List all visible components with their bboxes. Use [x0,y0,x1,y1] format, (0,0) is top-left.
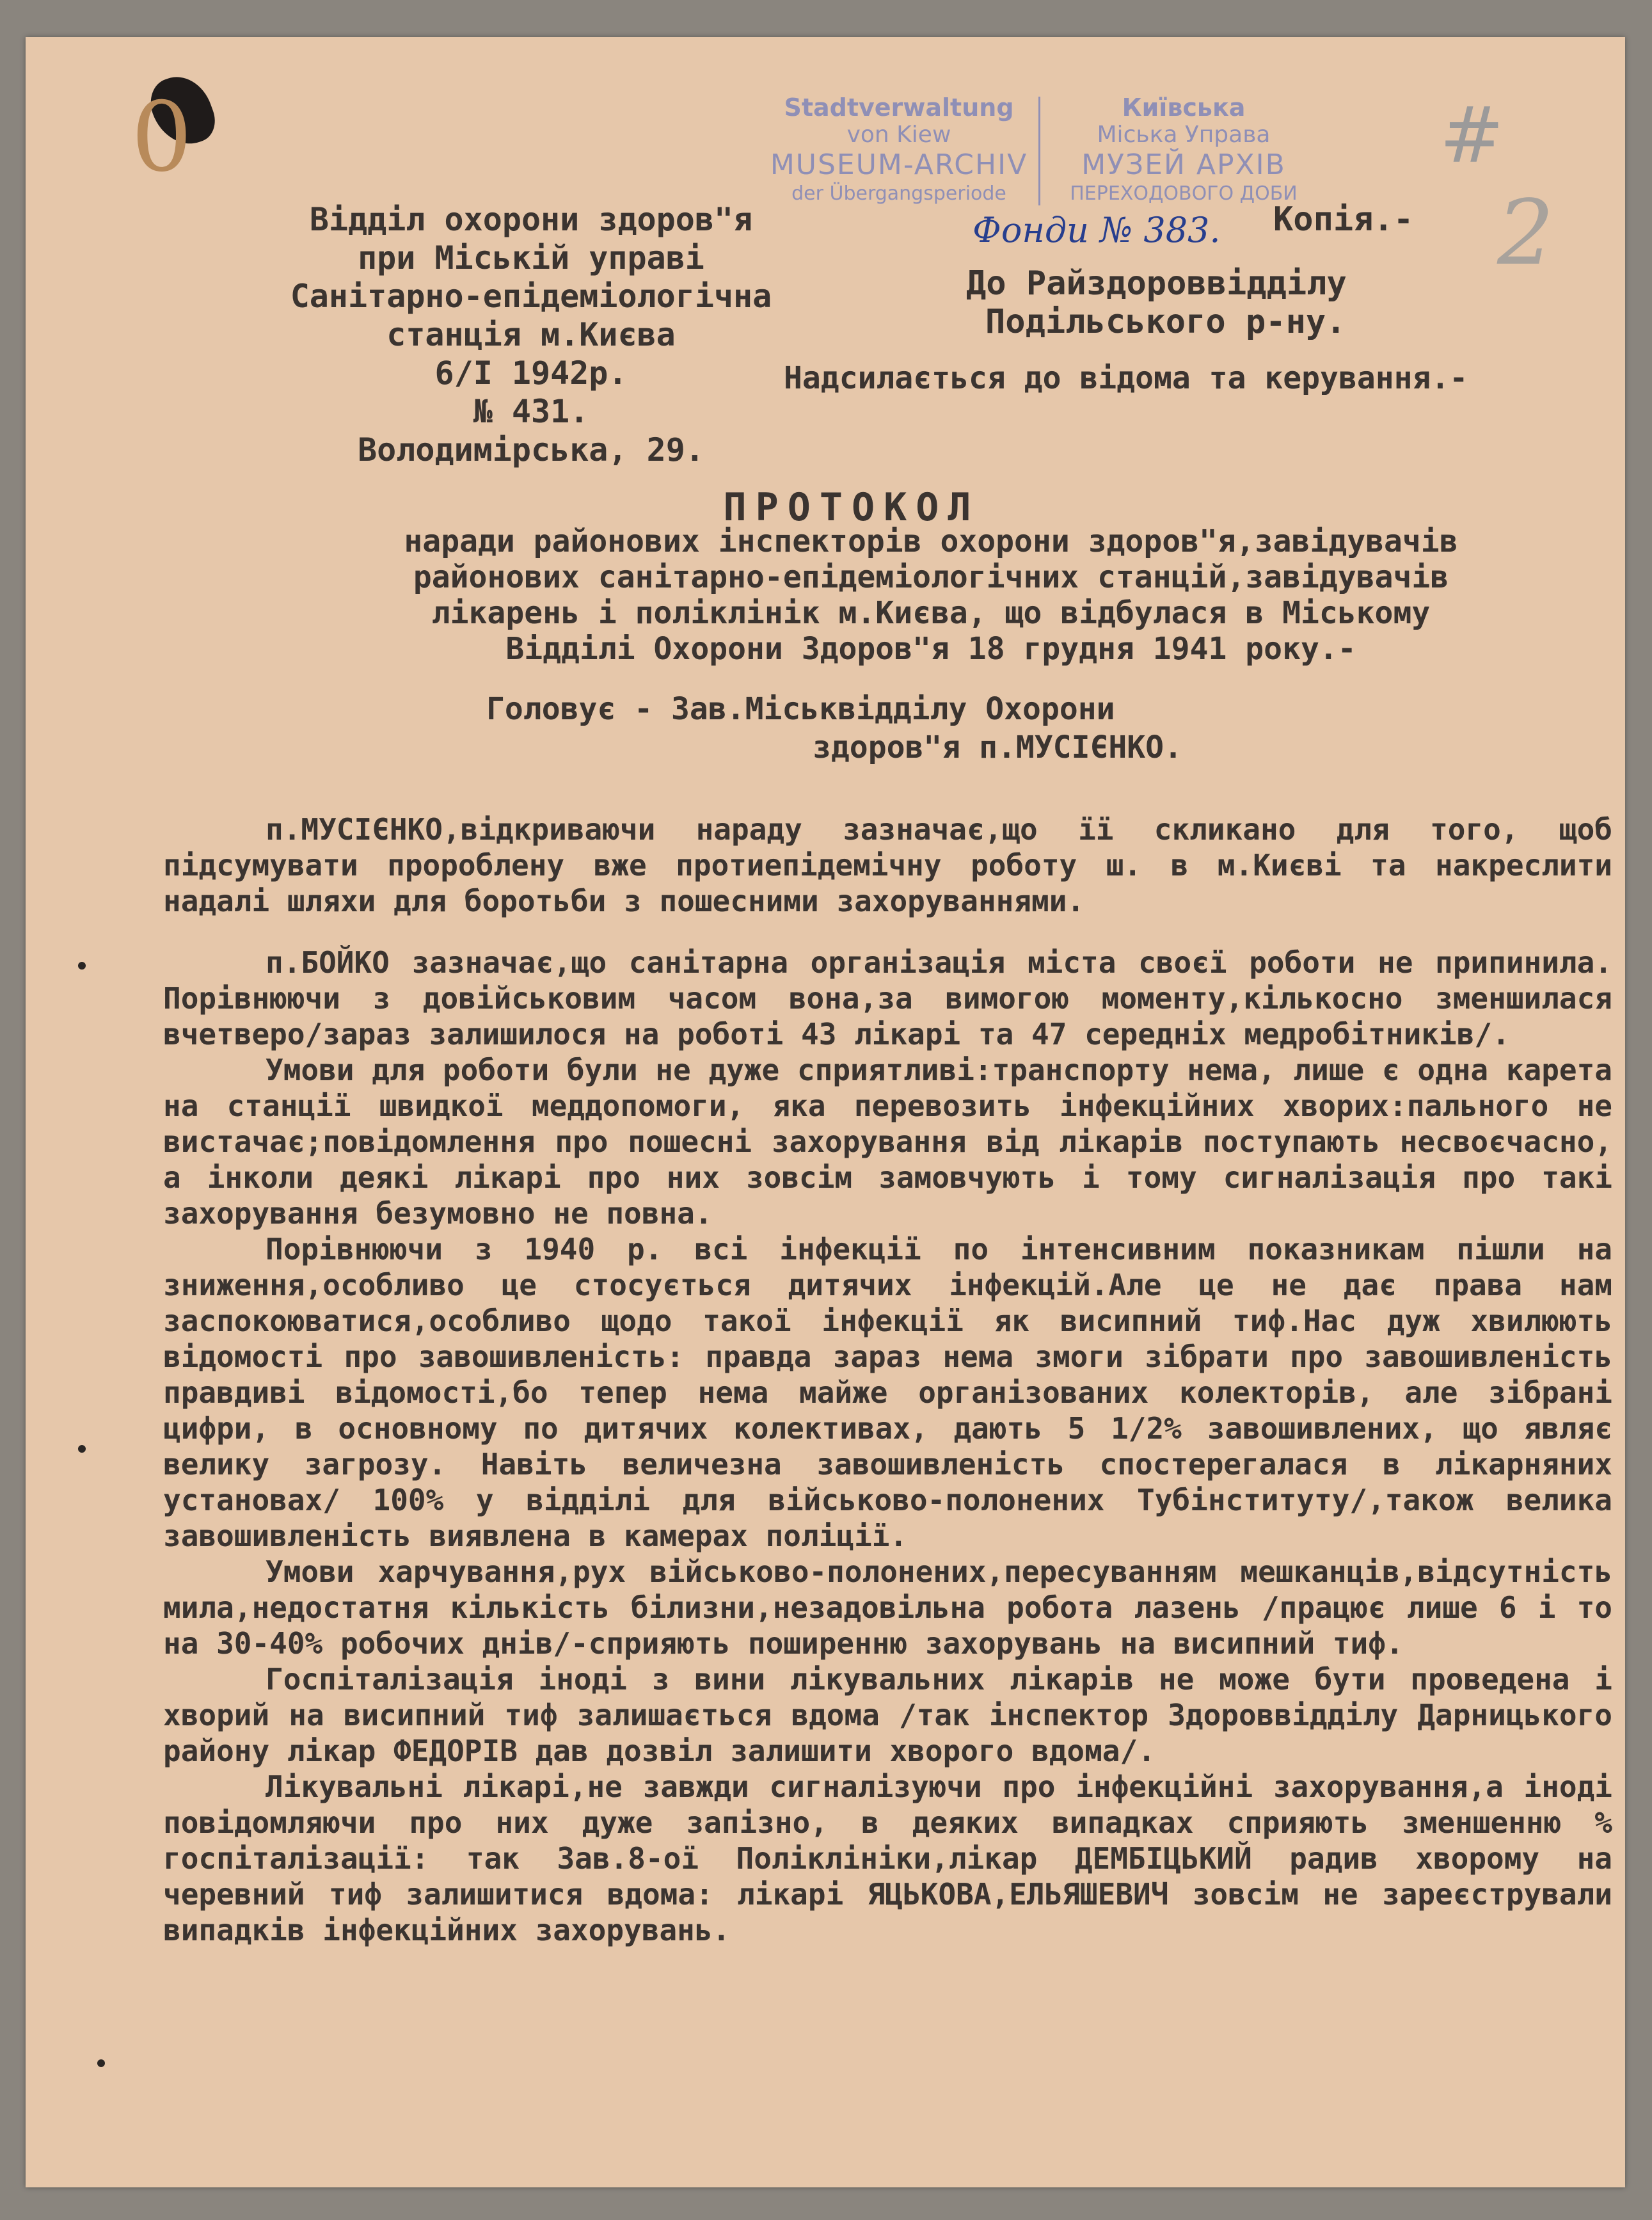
recipient-line: До Райздороввідділу [966,264,1347,303]
punch-hole-mark [78,962,86,970]
subtitle-line: Відділі Охорони Здоров"я 18 грудня 1941 року.- [505,631,1356,667]
stamp-line: Stadtverwaltung [784,93,1014,122]
sender-address: Володимірська, 29. [358,431,704,468]
stamp-line: ПЕРЕХОДОВОГО ДОБИ [1070,182,1298,205]
stamp-line: Міська Управа [1097,122,1271,148]
stamp-line: MUSEUM-ARCHIV [770,148,1028,181]
recipient-line: Подільського р-ну. [985,303,1346,341]
sender-line: при Міській управі [358,239,704,276]
archive-stamp [761,93,1324,212]
document-subtitle [307,523,1555,667]
body-paragraph: Порівнюючи з 1940 р. всі інфекції по інтенсивним показникам пішли на зниження,особливо це стосується дитячих інфекцій.Але це не дає права нам заспокоюватися,особливо щодо такої інфекції як висипний тиф.Нас дуж хвилюють відомості про завошивленість: правда зараз нема змоги зібрати про завошивленість правдиві відомості,бо тепер нема майже організованих колекторів, але зібрані цифри, в основному по дитячих колективах, дають 5 1/2% завошивлених, що являє велику загрозу. Навіть величезна завошивленість спостерегалася в лікарняних установах/ 100% у відділі для військово-полонених Тубінституту/,також велика завошивленість виявлена в камерах поліції. [163,1232,1612,1553]
punch-hole-mark [97,2059,105,2067]
sender-line: станція м.Києва [386,316,676,353]
protocol-body [163,811,1612,1948]
document-title: ПРОТОКОЛ [723,485,980,530]
chair-line: Головує - Зав.Міськвідділу Охорони [486,691,1115,727]
document-date: 6/І 1942р. [434,355,628,392]
body-paragraph: п.БОЙКО зазначає,що санітарна організація міста своєї роботи не припинила. Порівнюючи з довійськовим часом вона,за вимогою моменту,кількосно зменшилася вчетверо/зараз залишилося на роботі 43 лікарі та 47 середніх медробітників/. [163,945,1612,1051]
stamp-line: Київська [1122,93,1246,122]
punch-hole-mark [78,1445,86,1453]
corner-page-number: 2 [1497,181,1555,285]
subtitle-line: наради районових інспекторів охорони здоров"я,завідувачів [404,523,1458,559]
stamp-german [761,93,1036,206]
body-paragraph: Умови харчування,рух військово-полонених,пересуванням мешканців,відсутність мила,недостатня кількість білизни,незадовільна робота лазень /працює лише 6 і то на 30-40% робочих днів/-сприяють поширенню захорувань на висипний тиф. [163,1554,1612,1661]
subtitle-line: лікарень і поліклінік м.Києва, що відбулася в Міському [431,595,1431,631]
stamp-ukrainian [1046,93,1321,206]
handwritten-fond-note: Фонди № 383. [973,210,1221,250]
sender-line: Санітарно-епідеміологічна [290,278,772,315]
copy-label: Копія.- [1273,200,1414,239]
body-paragraph: Умови для роботи були не дуже сприятливі:транспорту нема, лише є одна карета на станції швидкої меддопомоги, яка перевозить інфекційних хворих:пального не вистачає;повідомлення про пошесні захорування від лікарів поступають несвоєчасно, а інколи деякі лікарі про них зовсім замовчують і тому сигналізація про такі захорування безумовно не повна. [163,1053,1612,1231]
stamp-line: der Übergangsperiode [791,182,1006,205]
corner-hash-mark: # [1440,92,1504,180]
document-sheet [26,37,1625,2187]
chair-line: здоров"я п.МУСІЄНКО. [813,730,1182,765]
body-paragraph: Госпіталізація іноді з вини лікувальних лікарів не може бути проведена і хворий на висипний тиф залишається вдома /так інспектор Здороввідділу Дарницького району лікар ФЕДОРІВ дав дозвіл залишити хворого вдома/. [163,1662,1612,1768]
document-number: № 431. [473,393,589,430]
body-paragraph: п.МУСІЄНКО,відкриваючи нараду зазначає,що її скликано для того, щоб підсумувати пророблену вже протиепідемічну роботу ш. в м.Києві та накреслити надалі шляхи для боротьби з пошесними захоруваннями. [163,812,1612,918]
sender-line: Відділ охорони здоров"я [309,201,753,238]
stamp-divider [1038,97,1040,205]
stamp-line: von Kiew [846,122,951,148]
sent-for-notice: Надсилається до відома та керування.- [784,360,1468,396]
chair-block [486,690,1510,767]
body-paragraph: Лікувальні лікарі,не завжди сигналізуючи про інфекційні захорування,а іноді повідомляючи про них дуже запізно, в деяких випадках сприяють зменшенню % госпіталізації: так Зав.8-ої Поліклініки,лікар ДЕМБІЦЬКИЙ радив хворому на черевний тиф залишитися вдома: лікарі ЯЦЬКОВА,ЕЛЬЯШЕВИЧ зовсім не зареєстрували випадків інфекційних захорувань. [163,1769,1612,1947]
stamp-line: МУЗЕЙ АРХІВ [1081,148,1286,181]
corner-pencil-mark: 0 [131,82,193,193]
subtitle-line: районових санітарно-епідеміологічних станцій,завідувачів [413,559,1449,595]
sender-block [218,200,845,469]
